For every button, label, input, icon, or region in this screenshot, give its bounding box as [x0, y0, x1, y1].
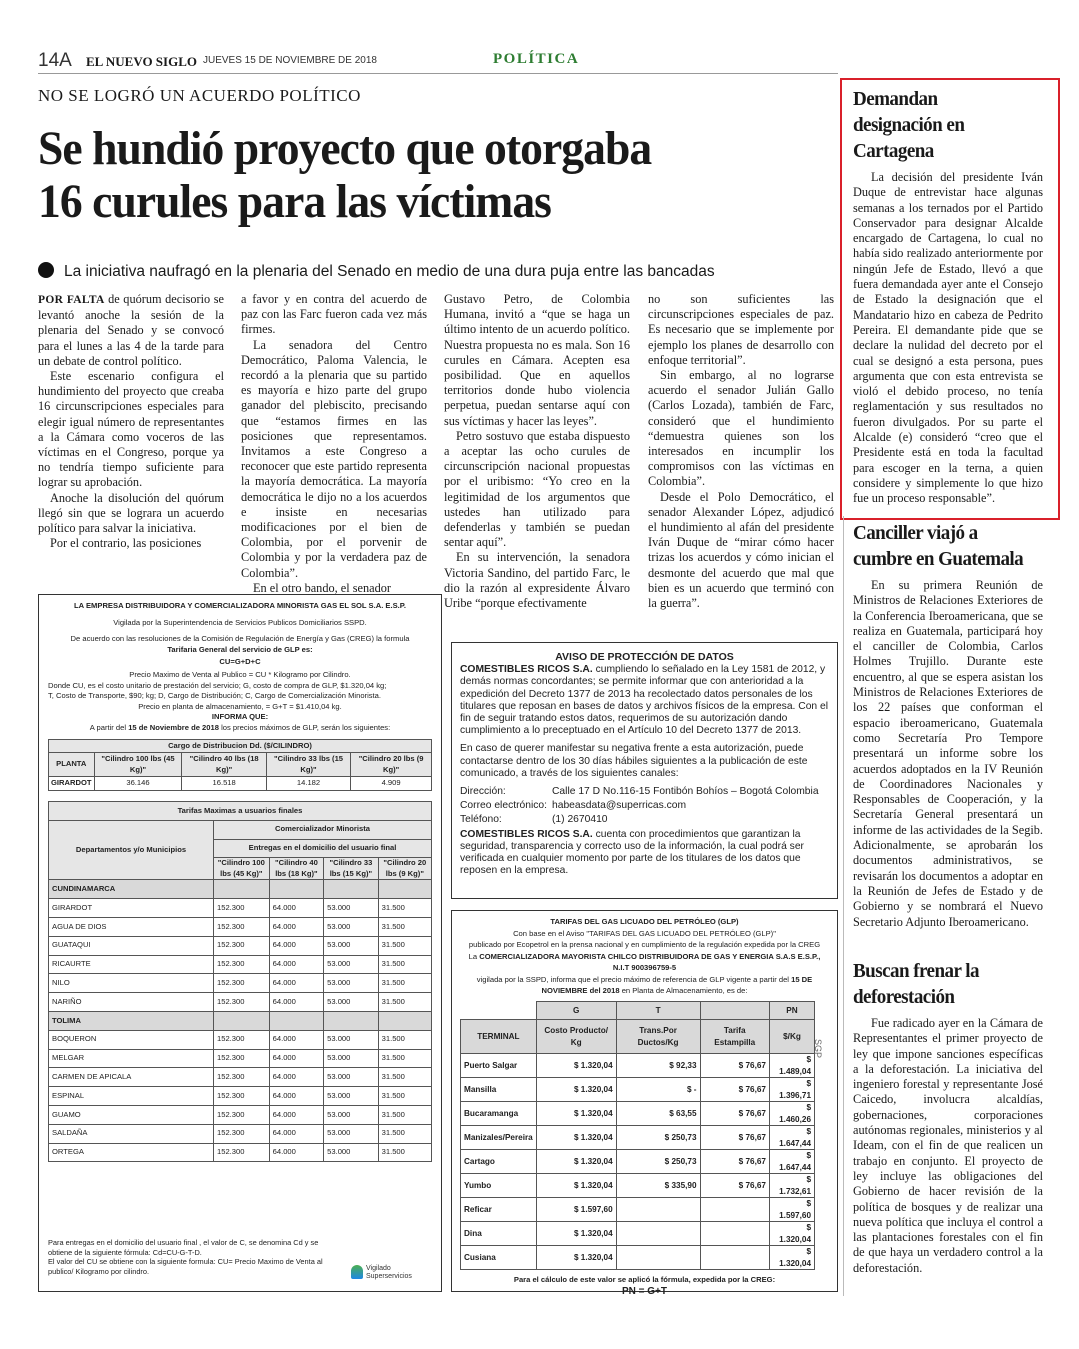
table-cell: 53.000	[324, 955, 379, 974]
ad-line: publicado por Ecopetrol en la prensa nacional y en cumplimiento de la regulación expedida por la CREG	[468, 940, 821, 949]
ad-footnote: Para entregas en el domicilio del usuario final , el valor de C, se denomina Cd y se obtiene de la siguiente fórmula: Cd=CU-G-T-D. El valor del CU se obtiene con la siguiente formula: CU= Precio Maximo de Venta al publico/ Kilogramo por cilindro.	[48, 1238, 323, 1276]
headline-line-2: 16 curules para las víctimas	[38, 175, 551, 228]
table-row	[49, 1030, 432, 1049]
table-cell: $ 1.597,60	[536, 1198, 616, 1222]
table-cell: 152.300	[214, 899, 270, 918]
table-cell: GIRARDOT	[49, 777, 95, 791]
story-title: Buscan frenar la deforestación	[853, 960, 979, 1008]
ad-data-protection	[451, 642, 838, 899]
table-cell: Mansilla	[461, 1078, 537, 1102]
column-header: "Cilindro 40 lbs (18 Kg)"	[182, 753, 266, 777]
table-cell: 53.000	[324, 993, 379, 1012]
table-row	[49, 1068, 432, 1087]
article-headline	[38, 122, 798, 228]
table-cell: $ 76,67	[700, 1174, 769, 1198]
table-row	[49, 936, 432, 955]
table-row	[49, 993, 432, 1012]
table-cell: $ 63,55	[616, 1102, 700, 1126]
page-number: 14A	[38, 50, 72, 71]
story-body: La decisión del presidente Iván Duque de entrevistar hace algunas semanas a los ternados por el Partido Conservador para designar Alcalde encargado de Cartagena, lo cual no había sido realizado anteriormente por ningún Jefe de Estado, llevó a que fuera demandada ayer ante el Consejo de Estado la designación que el Mandatario hizo en cabeza de Pedrito Pereira. El demandante pide que se declare la nulidad del decreto por el cual se designó a esta persona, pues argumenta que con esta entrevista se violó el debido proceso, no tenía reglamentación y sus resultados no fueron divulgados. Por su parte el Alcalde (e) consideró “creo que el Presidente está en toda la facultad para escoger en la terna, a quien considere y simplemente lo que hizo fue un proceso responsable”.	[853, 170, 1043, 506]
table-cell	[214, 880, 270, 899]
table-cell: SALDAÑA	[49, 1124, 214, 1143]
email-row: Correo electrónico: habeasdata@superricas.com	[460, 800, 687, 812]
table-cell: 14.182	[266, 777, 350, 791]
table-cell: 53.000	[324, 1106, 379, 1125]
story-body: Fue radicado ayer en la Cámara de Representantes el primer proyecto de ley que impone sanciones específicas a la deforestación. La iniciativa del ingeniero forestal y representante José Caicedo, involucra alcaldías, gobernaciones, corporaciones autónomas regionales, ministerios y al Ideam, con el fin de que realicen un trabajo en conjunto. El proyecto de ley incluye las obligaciones del Gobierno de hacer revisión de la política de bosques y de realizar una nueva política que incluya el control a las plantaciones forestales con el fin de que haya un verdadero control a la deforestación.	[853, 1016, 1043, 1275]
table-cell	[700, 1222, 769, 1246]
sidebar-story-1	[853, 86, 1043, 507]
phone-row: Teléfono: (1) 2670410	[460, 814, 608, 826]
table-row	[49, 880, 432, 899]
paragraph: COMESTIBLES RICOS S.A. cumpliendo lo señalado en la Ley 1581 de 2012, y demás normas concordantes; se permite informar que con anterioridad a la expedición del Decreto 1377 de 2013 ha recolectado datos personales de los titulares que reposan en bases de datos y archivos físicos de la empresa. Con el fin de seguir tratando estos datos, requerimos de su autorización dando cumplimiento a lo preceptuado en el Artículo 10 del Decreto 1377 de 2013.	[460, 664, 829, 737]
table-cell: CUNDINAMARCA	[49, 880, 214, 899]
column-header: PLANTA	[49, 753, 95, 777]
table-cell: 36.146	[94, 777, 182, 791]
table-cell: 152.300	[214, 918, 270, 937]
table-cell: $ 1.320,04	[769, 1246, 814, 1270]
table-cell: $ 76,67	[700, 1126, 769, 1150]
table-cell: $ 1.320,04	[536, 1246, 616, 1270]
column-header: Tarifa Estampilla	[700, 1020, 769, 1054]
story-title: Demandan designación en Cartagena	[853, 88, 965, 162]
table-cell: 64.000	[269, 974, 324, 993]
table-cell	[378, 1012, 431, 1031]
table-cell: NARIÑO	[49, 993, 214, 1012]
table-cell: Puerto Salgar	[461, 1054, 537, 1078]
table-cell: 31.500	[378, 993, 431, 1012]
paragraph: COMESTIBLES RICOS S.A. cuenta con procedimientos que garantizan la seguridad, transparencia y correcto uso de la información, la cual podrá ser verificada en cualquier momento por parte de los titulares de los datos que reposen en la empresa.	[460, 828, 804, 877]
paragraph: En caso de querer manifestar su negativa frente a esta autorización, puede contactarse dentro de los 30 días hábiles siguientes a la publicación de este comunicado, a través de los siguientes canales:	[460, 743, 808, 779]
table-cell: ORTEGA	[49, 1143, 214, 1162]
table-cell: MELGAR	[49, 1049, 214, 1068]
table-cell: RICAURTE	[49, 955, 214, 974]
ad-line: Precio Maximo de Venta al Publico = CU * Kilogramo por Cilindro.	[129, 669, 351, 679]
table-cell	[616, 1222, 700, 1246]
article-column-2	[241, 292, 427, 596]
paragraph: Anoche la disolución del quórum llegó sin que se lograra un acuerdo político para salvar la iniciativa.	[38, 490, 224, 536]
table-cell: NILO	[49, 974, 214, 993]
table-row	[461, 1246, 815, 1270]
table-cell: 31.500	[378, 1049, 431, 1068]
table-cell: 64.000	[269, 936, 324, 955]
table-cell: 4.909	[351, 777, 432, 791]
table-row	[461, 1174, 815, 1198]
column-header: Costo Producto/ Kg	[536, 1020, 616, 1054]
column-header: TERMINAL	[461, 1020, 537, 1054]
table-cell: $ 250,73	[616, 1150, 700, 1174]
table-row	[49, 1012, 432, 1031]
table-cell: $ 1.320,04	[769, 1222, 814, 1246]
ad-nit: N.I.T 900396759-5	[612, 963, 677, 972]
table-cell: $ 76,67	[700, 1078, 769, 1102]
story-title: Canciller viajó a cumbre en Guatemala	[853, 522, 1024, 570]
ad-line: Precio en planta de almacenamiento, = G+T = $1.410,04 kg.	[138, 701, 342, 711]
paragraph: Desde el Polo Democrático, el senador Alexander López, adjudicó el hundimiento al afán del presidente Iván Duque de “mirar cómo hacer trizas los acuerdos y cómo inician el desmonte del acuerdo que mal que bien es un acuerdo que terminó con la guerra”.	[648, 489, 834, 611]
column-header: "Cilindro 100 lbs (45 Kg)"	[94, 753, 182, 777]
table-cell: 64.000	[269, 955, 324, 974]
paragraph: Sin embargo, al no lograrse acuerdo el senador Julián Gallo (Carlos Lozada), también de Farc, consideró que el hundimiento “demuestra quienes son los interesados en incumplir los compromisos con las víctimas en Colombia”.	[648, 368, 834, 489]
table-cell: 16.518	[182, 777, 266, 791]
table-cell: 53.000	[324, 1030, 379, 1049]
table-cell: GUAMO	[49, 1106, 214, 1125]
table-title: Cargo de Distribucion Dd. ($/CILINDRO)	[49, 739, 432, 753]
ad-line: Donde CU, es el costo unitario de prestación del servicio; G, costo de compra de GLP, $1.320,04 kg;	[48, 680, 387, 690]
table-cell: 152.300	[214, 1030, 270, 1049]
column-group-header	[461, 1001, 537, 1020]
table-cell: 152.300	[214, 1068, 270, 1087]
table-cell: 152.300	[214, 1143, 270, 1162]
ad-formula: PN = G+T	[621, 1285, 667, 1297]
article-subhead	[38, 262, 838, 281]
sidebar-story-2	[853, 520, 1043, 930]
table-cell: $ 76,67	[700, 1150, 769, 1174]
paper-name: EL NUEVO SIGLO	[86, 54, 197, 69]
table-cell	[616, 1198, 700, 1222]
superservicios-icon	[351, 1265, 363, 1279]
table-cell: 31.500	[378, 899, 431, 918]
table-cell: 31.500	[378, 918, 431, 937]
subhead-text: La iniciativa naufragó en la plenaria del Senado en medio de una dura puja entre las bancadas	[64, 263, 715, 280]
table-cell: Reficar	[461, 1198, 537, 1222]
column-header: Departamentos y/o Municipios	[49, 820, 214, 880]
table-cell: $ -	[616, 1078, 700, 1102]
address-row: Dirección: Calle 17 D No.116-15 Fontibón Bohíos – Bogotá Colombia	[460, 786, 819, 798]
table-cell: 64.000	[269, 918, 324, 937]
distribution-charge-table	[48, 739, 432, 791]
article-column-4	[648, 292, 834, 611]
table-row	[461, 1054, 815, 1078]
table-cell	[378, 880, 431, 899]
column-divider	[843, 516, 844, 1296]
table-cell: $ 250,73	[616, 1126, 700, 1150]
table-cell: BOQUERON	[49, 1030, 214, 1049]
table-cell: $ 1.732,61	[769, 1174, 814, 1198]
table-row	[49, 777, 432, 791]
lead-bold: POR FALTA	[38, 294, 105, 306]
table-cell: 31.500	[378, 1030, 431, 1049]
table-cell: $ 1.320,04	[536, 1150, 616, 1174]
table-cell	[269, 1012, 324, 1031]
table-row	[49, 1106, 432, 1125]
table-cell: GIRARDOT	[49, 899, 214, 918]
table-cell: $ 1.320,04	[536, 1102, 616, 1126]
ad-glp-tariffs	[451, 910, 838, 1297]
table-row	[49, 1049, 432, 1068]
paragraph: POR FALTA de quórum decisorio se levantó anoche la sesión de la plenaria del Senado y se convocó para el lunes a las 4 de la tarde para un debate de control político.	[38, 292, 225, 368]
table-cell: 64.000	[269, 1106, 324, 1125]
table-cell: $ 1.597,60	[769, 1198, 814, 1222]
table-cell: 152.300	[214, 1124, 270, 1143]
story-body: En su primera Reunión de Ministros de Relaciones Exteriores de la Conferencia Iberoamericana, que se realiza en Guatemala, participará hoy el canciller de Colombia, Carlos Holmes Trujillo. Durante este encuentro, al que se espera asistan los Ministros de Relaciones Exteriores de los 22 países que conforman el espacio iberoamericano, Guatemala como Secretaría Pro Tempore presentará un informe sobre los acuerdos adoptados en la IV Reunión de Coordinadores Nacionales y Responsables de Cooperación, y la Secretaría General presentará un informe de las actividades de la Segib. Adicionalmente, se aprobarán los documentos administrativos, se revisarán los documentos a adoptar en la Reunión de Jefes de Estado y de Gobierno y se nombrará el Nuevo Secretario Adjunto Iberoamericano.	[853, 578, 1043, 929]
table-cell: Yumbo	[461, 1174, 537, 1198]
table-cell: 64.000	[269, 899, 324, 918]
table-cell: 152.300	[214, 974, 270, 993]
table-cell: 53.000	[324, 1087, 379, 1106]
table-cell: 53.000	[324, 1049, 379, 1068]
column-header: $/Kg	[769, 1020, 814, 1054]
table-cell: 53.000	[324, 1143, 379, 1162]
table-cell: 53.000	[324, 899, 379, 918]
table-cell: 31.500	[378, 955, 431, 974]
table-cell: 53.000	[324, 936, 379, 955]
table-cell: $ 1.320,04	[536, 1078, 616, 1102]
table-cell: $ 76,67	[700, 1054, 769, 1078]
table-cell: 152.300	[214, 955, 270, 974]
table-cell: $ 1.320,04	[536, 1126, 616, 1150]
table-cell: 152.300	[214, 1087, 270, 1106]
column-header: "Cilindro 33 lbs (15 Kg)"	[266, 753, 350, 777]
table-row	[49, 955, 432, 974]
table-row	[461, 1222, 815, 1246]
ad-title: LA EMPRESA DISTRIBUIDORA Y COMERCIALIZADORA MINORISTA GAS EL SOL S.A. E.S.P.	[74, 601, 406, 610]
column-header: "Cilindro 33 lbs (15 Kg)"	[324, 858, 379, 880]
paragraph: Gustavo Petro, de Colombia Humana, invitó a “que se haga un último intento de un acuerdo político. Nuestra propuesta no es mala. Son 16 curules en Cámara. Acepten esa posibilidad. Que en aquellos territorios donde hubo violencia perpetua, puedan sentarse aquí con sus víctimas y hacer las leyes”.	[444, 292, 630, 428]
column-group-header: G	[536, 1001, 616, 1020]
table-cell: 152.300	[214, 1049, 270, 1068]
table-cell: 31.500	[378, 936, 431, 955]
table-cell	[700, 1198, 769, 1222]
table-cell: 64.000	[269, 993, 324, 1012]
column-header: "Cilindro 20 lbs (9 Kg)"	[378, 858, 431, 880]
table-cell	[269, 880, 324, 899]
table-cell: TOLIMA	[49, 1012, 214, 1031]
ad-title: AVISO DE PROTECCIÓN DE DATOS	[555, 651, 734, 663]
article-kicker: NO SE LOGRÓ UN ACUERDO POLÍTICO	[38, 86, 361, 105]
ad-line: Vigilada por la Superintendencia de Servicios Publicos Domiciliarios SSPD.	[113, 617, 367, 627]
table-row	[461, 1150, 815, 1174]
table-cell: 31.500	[378, 1106, 431, 1125]
ad-line: La COMERCIALIZADORA MAYORISTA CHILCO DISTRIBUIDORA DE GAS Y ENERGIA S.A.S E.S.P.,	[468, 951, 821, 961]
table-cell: 31.500	[378, 1068, 431, 1087]
table-cell: $ 92,33	[616, 1054, 700, 1078]
ad-line: vigilada por la SSPD, informa que el precio máximo de referencia de GLP vigente a partir del 15 DE NOVIEMBRE del 2018 en Planta de Almacenamiento, es de:	[476, 974, 813, 995]
table-cell: 53.000	[324, 974, 379, 993]
table-cell: Cartago	[461, 1150, 537, 1174]
table-cell: 152.300	[214, 936, 270, 955]
ad-title: TARIFAS DEL GAS LICUADO DEL PETRÓLEO (GLP)	[550, 917, 739, 926]
table-row	[461, 1102, 815, 1126]
table-cell: 64.000	[269, 1068, 324, 1087]
column-group-header: T	[616, 1001, 700, 1020]
table-row	[49, 918, 432, 937]
table-cell	[616, 1246, 700, 1270]
table-cell: 31.500	[378, 1124, 431, 1143]
table-row	[49, 1124, 432, 1143]
paragraph: En su intervención, la senadora Victoria Sandino, del partido Farc, le dio la razón al expresidente Álvaro Uribe “porque efectivamente	[444, 550, 630, 611]
table-cell: $ 1.320,04	[536, 1054, 616, 1078]
column-header: "Cilindro 40 lbs (18 Kg)"	[269, 858, 324, 880]
column-header: Trans.Por Ductos/Kg	[616, 1020, 700, 1054]
table-row	[461, 1198, 815, 1222]
ad-gas-el-sol	[38, 594, 442, 1292]
ad-line: Con base en el Aviso "TARIFAS DEL GAS LICUADO DEL PETRÓLEO (GLP)"	[513, 928, 776, 938]
table-cell: Cusiana	[461, 1246, 537, 1270]
ad-line: A partir del 15 de Noviembre de 2018 los precios máximos de GLP, serán los siguientes:	[89, 722, 391, 732]
article-column-3	[444, 292, 630, 611]
table-cell: Manizales/Pereira	[461, 1126, 537, 1150]
table-row	[461, 1126, 815, 1150]
table-cell	[214, 1012, 270, 1031]
ad-line: Tarifaria General del servicio de GLP es:	[167, 644, 313, 654]
sidebar-story-3	[853, 958, 1043, 1276]
paragraph: En el otro bando, el senador	[253, 580, 391, 595]
table-cell: $ 335,90	[616, 1174, 700, 1198]
column-group-header: PN	[769, 1001, 814, 1020]
table-cell	[324, 1012, 379, 1031]
glp-price-table	[460, 1001, 815, 1271]
superservicios-logo: Vigilado Superservicios	[351, 1265, 412, 1281]
table-title: Tarifas Maximas a usuarios finales	[49, 801, 432, 820]
table-cell: 152.300	[214, 993, 270, 1012]
table-cell: 64.000	[269, 1049, 324, 1068]
article-column-1	[38, 292, 224, 551]
bullet-icon	[38, 262, 54, 278]
paragraph: La senadora del Centro Democrático, Paloma Valencia, le recordó a la plenaria que su partido es mayoría e hizo parte del grupo ganador del plebiscito, precisando que “estamos firmes en las posiciones que representamos. Invitamos a este Congreso a reconocer que este partido representa la mayoría democrática. La mayoría democrática le dijo no a los acuerdos e insiste en necesarias modificaciones por el bien de Colombia, por el porvenir de Colombia y por la verdadera paz de Colombia”.	[241, 337, 427, 580]
column-header: Comercializador Minorista	[214, 820, 432, 839]
table-cell: 31.500	[378, 974, 431, 993]
table-cell: AGUA DE DIOS	[49, 918, 214, 937]
table-cell: CARMEN DE APICALA	[49, 1068, 214, 1087]
table-cell	[324, 880, 379, 899]
table-row	[461, 1078, 815, 1102]
table-row	[49, 1143, 432, 1162]
ad-formula: CU=G+D+C	[219, 657, 261, 667]
ad-line: De acuerdo con las resoluciones de la Comisión de Regulación de Energía y Gas (CREG) la formula	[70, 634, 410, 644]
page-header	[38, 48, 838, 74]
table-cell: 53.000	[324, 1068, 379, 1087]
paragraph: no son suficientes las circunscripciones especiales de paz. Es necesario que se implemente por ejemplo los planes de desarrollo con enfoque territorial”.	[648, 292, 834, 367]
table-cell: 31.500	[378, 1087, 431, 1106]
table-cell: $ 1.320,04	[536, 1174, 616, 1198]
table-cell: ESPINAL	[49, 1087, 214, 1106]
table-cell: 152.300	[214, 1106, 270, 1125]
table-cell: 64.000	[269, 1143, 324, 1162]
table-cell: 53.000	[324, 1124, 379, 1143]
column-header: Entregas en el domicilio del usuario final	[214, 839, 432, 858]
table-cell: $ 1.396,71	[769, 1078, 814, 1102]
paragraph: Este escenario configura el hundimiento del proyecto que creaba 16 circunscripciones especiales para elegir igual número de representantes a la Cámara como voceros de las víctimas en el Congreso, porque ya no tendría tiempo suficiente para lograr su aprobación.	[38, 369, 224, 490]
column-header: "Cilindro 20 lbs (9 Kg)"	[351, 753, 432, 777]
table-cell: 31.500	[378, 1143, 431, 1162]
table-cell: 64.000	[269, 1124, 324, 1143]
table-cell: 64.000	[269, 1030, 324, 1049]
table-row	[49, 1087, 432, 1106]
final-user-tariff-table	[48, 801, 432, 1163]
table-cell: $ 76,67	[700, 1102, 769, 1126]
ad-line: T, Costo de Transporte, $90; kg; D, Cargo de Distribución; C, Cargo de Comercialización Minorista.	[48, 691, 382, 701]
table-cell	[700, 1246, 769, 1270]
paragraph: Petro sostuvo que estaba dispuesto a aceptar las ocho curules de circunscripción nacional propuestas por el uribismo: “Yo creo en la legitimidad de los argumentos que ustedes han utilizado para defenderlas y también se puedan sentar aquí”.	[444, 428, 630, 550]
table-cell: $ 1.489,04	[769, 1054, 814, 1078]
table-cell: Dina	[461, 1222, 537, 1246]
table-cell: $ 1.647,44	[769, 1150, 814, 1174]
paragraph: Por el contrario, las posiciones	[50, 536, 202, 551]
table-row	[49, 974, 432, 993]
table-cell: 53.000	[324, 918, 379, 937]
table-cell: Bucaramanga	[461, 1102, 537, 1126]
column-group-header	[700, 1001, 769, 1020]
column-header: "Cilindro 100 lbs (45 Kg)"	[214, 858, 270, 880]
table-row	[49, 899, 432, 918]
side-mark: SGP	[813, 1039, 823, 1059]
headline-line-1: Se hundió proyecto que otorgaba	[38, 122, 652, 175]
table-cell: $ 1.647,44	[769, 1126, 814, 1150]
table-cell: $ 1.320,04	[536, 1222, 616, 1246]
ad-footnote: Para el cálculo de este valor se aplicó la fórmula, expedida por la CREG:	[513, 1275, 776, 1285]
table-cell: $ 1.460,26	[769, 1102, 814, 1126]
issue-date: JUEVES 15 DE NOVIEMBRE DE 2018	[203, 55, 377, 66]
ad-informa: INFORMA QUE:	[211, 712, 269, 722]
table-cell: 64.000	[269, 1087, 324, 1106]
table-cell: GUATAQUI	[49, 936, 214, 955]
section-name: POLÍTICA	[493, 51, 580, 67]
paragraph: a favor y en contra del acuerdo de paz con las Farc fueron cada vez más firmes.	[241, 292, 427, 337]
